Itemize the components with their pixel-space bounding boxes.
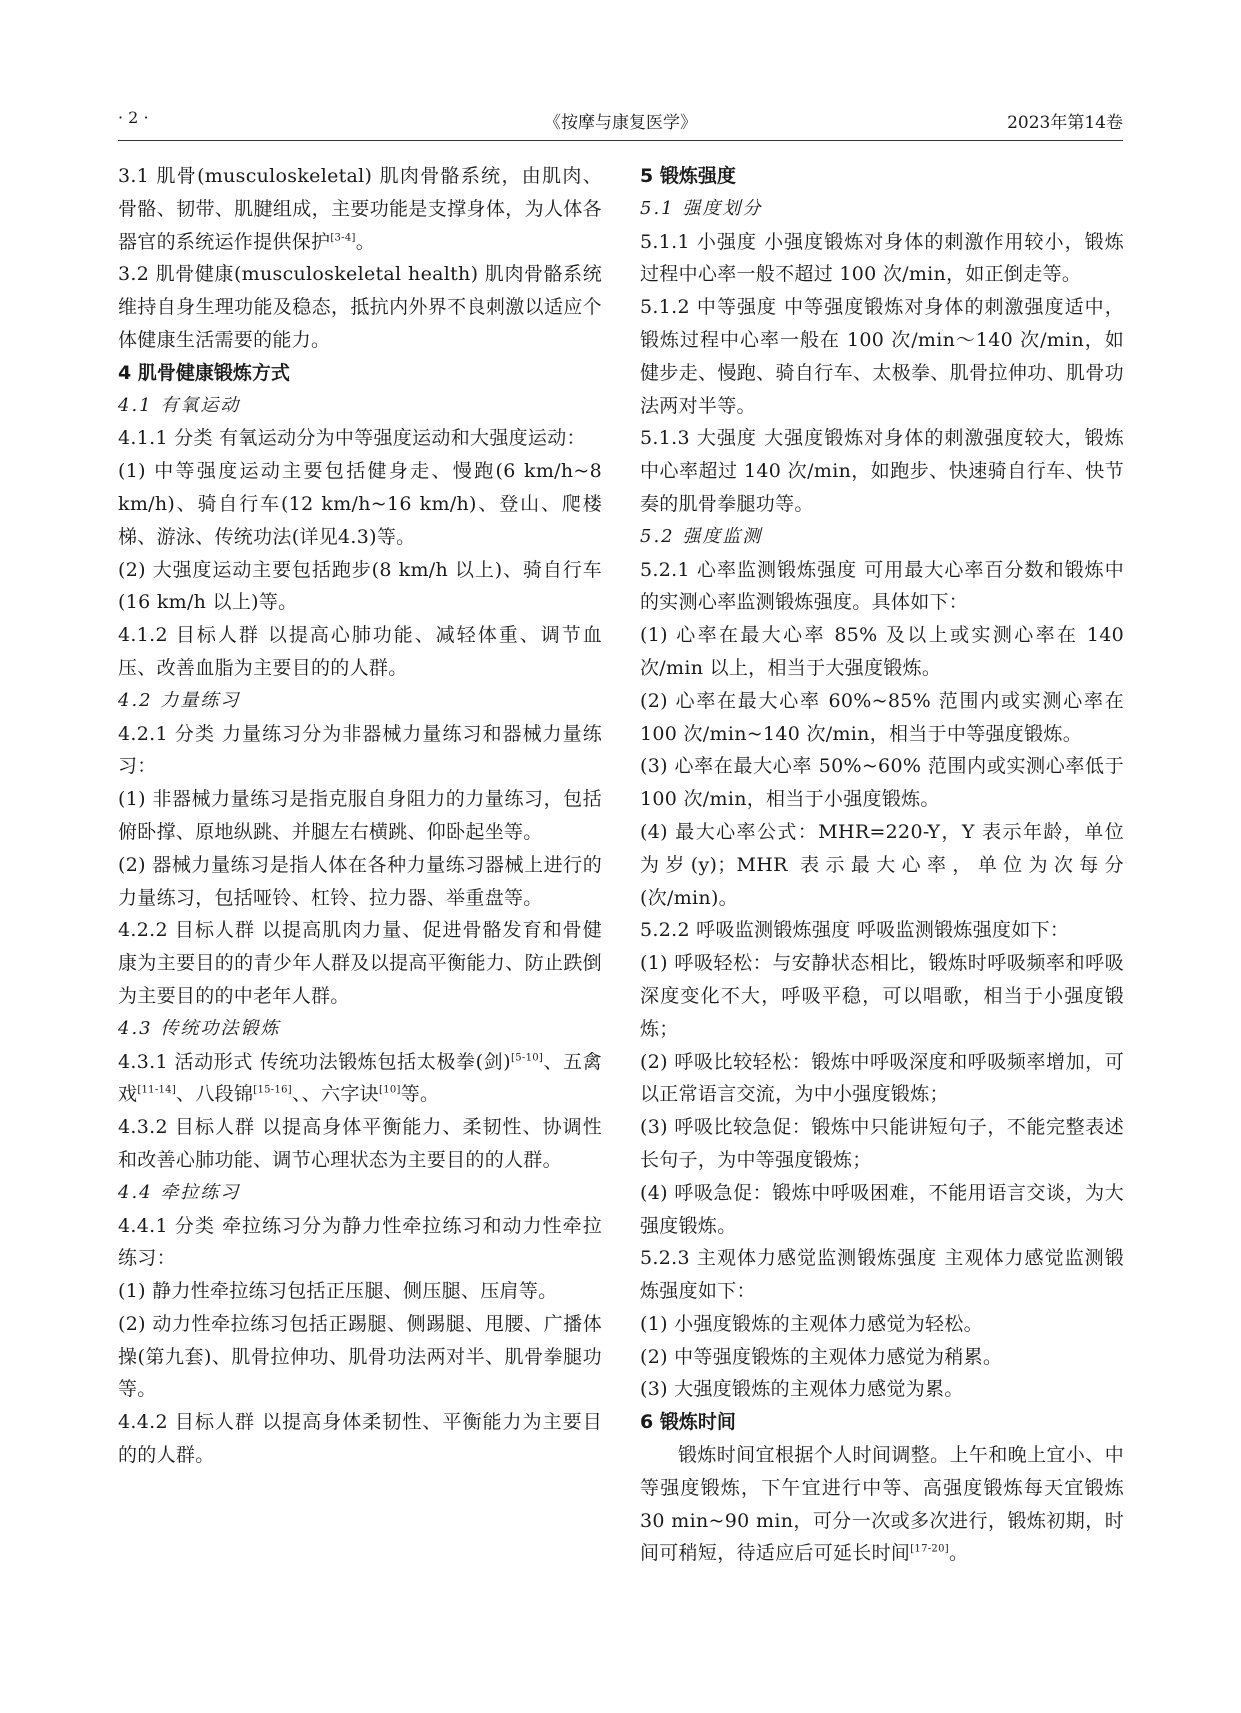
paragraph	[118, 783, 602, 849]
paragraph	[640, 422, 1124, 520]
text-run: 4.4.1 分类 牵拉练习分为静力性牵拉练习和动力性牵拉练习：	[118, 1214, 602, 1270]
text-run: 、、六字诀	[291, 1083, 379, 1106]
paragraph	[118, 1210, 602, 1276]
paragraph	[118, 554, 602, 620]
text-run: (1) 静力性牵拉练习包括正压腿、侧压腿、压肩等。	[118, 1280, 558, 1303]
paragraph	[640, 1111, 1124, 1177]
text-run: (2) 大强度运动主要包括跑步(8 km/h 以上)、骑自行车(16 km/h 以上)等。	[118, 558, 602, 614]
text-run: 5.1.3 大强度 大强度锻炼对身体的刺激强度较大，锻炼中心率超过 140 次/min，如跑步、快速骑自行车、快节奏的肌骨拳腿功等。	[640, 427, 1124, 515]
text-run: 4.3.1 活动形式 传统功法锻炼包括太极拳(剑)	[118, 1050, 512, 1073]
issue-label: 2023年第14卷	[1007, 113, 1123, 133]
section-heading	[640, 160, 1124, 193]
paragraph	[640, 816, 1124, 914]
paragraph	[640, 619, 1124, 685]
paragraph	[640, 1308, 1124, 1341]
citation-ref: [11-14]	[137, 1084, 177, 1096]
paragraph	[640, 1373, 1124, 1406]
text-run: (1) 呼吸轻松：与安静状态相比，锻炼时呼吸频率和呼吸深度变化不大，呼吸平稳，可以唱歌，相当于小强度锻炼；	[640, 952, 1124, 1040]
paragraph	[640, 1341, 1124, 1374]
text-run: 4.1 有氧运动	[118, 394, 241, 416]
text-run: 4 肌骨健康锻炼方式	[118, 361, 290, 384]
text-run: 4.3 传统功法锻炼	[118, 1017, 281, 1039]
paragraph	[118, 718, 602, 784]
text-run: 4.2 力量练习	[118, 689, 241, 711]
subsection-heading	[640, 193, 1124, 226]
paragraph	[640, 914, 1124, 947]
subsection-heading	[640, 521, 1124, 554]
text-run: (4) 最大心率公式：MHR=220-Y，Y 表示年龄，单位为岁(y)；MHR 表示最大心率，单位为次每分(次/min)。	[640, 820, 1124, 909]
subsection-heading	[118, 1013, 602, 1046]
subsection-heading	[118, 685, 602, 718]
text-run: (3) 大强度锻炼的主观体力感觉为累。	[640, 1378, 964, 1401]
paragraph	[640, 1046, 1124, 1112]
text-run: 5 锻炼强度	[640, 165, 736, 187]
paragraph	[118, 1275, 602, 1308]
text-run: (2) 动力性牵拉练习包括正踢腿、侧踢腿、甩腰、广播体操(第九套)、肌骨拉伸功、肌骨功法两对半、肌骨拳腿功等。	[118, 1312, 602, 1401]
text-run: (1) 非器械力量练习是指克服自身阻力的力量练习，包括俯卧撑、原地纵跳、并腿左右横跳、仰卧起坐等。	[118, 788, 602, 843]
text-run: 、八段锦	[176, 1083, 254, 1106]
text-run: 4.2.2 目标人群 以提高肌肉力量、促进骨骼发育和骨健康为主要目的的青少年人群及以提高平衡能力、防止跌倒为主要目的的中老年人群。	[118, 919, 602, 1007]
text-run: (1) 心率在最大心率 85% 及以上或实测心率在 140 次/min 以上，相当于大强度锻炼。	[640, 624, 1124, 679]
left-column	[118, 160, 602, 1472]
paragraph	[118, 258, 602, 356]
text-run: 、五禽戏	[118, 1050, 603, 1106]
paragraph	[118, 619, 602, 685]
text-run: 锻炼时间宜根据个人时间调整。上午和晚上宜小、中等强度锻炼，下午宜进行中等、高强度锻炼每天宜锻炼 30 min~90 min，可分一次或多次进行，锻炼初期，时间可稍短，待适应后可延长时间	[640, 1444, 1124, 1565]
text-run: 5.2.2 呼吸监测锻炼强度 呼吸监测锻炼强度如下：	[640, 919, 1070, 942]
paragraph	[640, 750, 1124, 816]
paragraph	[118, 1308, 602, 1406]
text-run: (1) 中等强度运动主要包括健身走、慢跑(6 km/h~8 km/h)、骑自行车(12 km/h~16 km/h)、登山、爬楼梯、游泳、传统功法(详见4.3)等。	[118, 460, 602, 548]
paragraph	[118, 1111, 602, 1177]
paragraph	[640, 291, 1124, 422]
text-run: 。	[355, 230, 376, 253]
text-run: (2) 心率在最大心率 60%~85% 范围内或实测心率在 100 次/min~140 次/min，相当于中等强度锻炼。	[640, 689, 1124, 745]
page-number: · 2 ·	[118, 108, 149, 127]
paragraph	[118, 455, 602, 553]
paragraph	[118, 1406, 602, 1472]
paragraph	[118, 1046, 602, 1112]
citation-ref: [10]	[379, 1084, 401, 1096]
paragraph	[640, 1242, 1124, 1308]
section-heading	[640, 1406, 1124, 1439]
text-run: (3) 呼吸比较急促：锻炼中只能讲短句子，不能完整表述长句子，为中等强度锻炼；	[640, 1116, 1124, 1171]
paragraph	[118, 914, 602, 1012]
text-run: 3.1 肌骨(musculoskeletal) 肌肉骨骼系统，由肌肉、骨骼、韧带、肌腱组成，主要功能是支撑身体，为人体各器官的系统运作提供保护	[118, 165, 602, 253]
right-column	[640, 160, 1124, 1570]
citation-ref: [5-10]	[511, 1052, 544, 1064]
text-run: (1) 小强度锻炼的主观体力感觉为轻松。	[640, 1312, 983, 1335]
text-run: 5.1.1 小强度 小强度锻炼对身体的刺激作用较小，锻炼过程中心率一般不超过 100 次/min，如正倒走等。	[640, 230, 1124, 286]
paragraph	[640, 226, 1124, 292]
text-run: 4.4 牵拉练习	[118, 1181, 241, 1203]
citation-ref: [15-16]	[253, 1084, 292, 1096]
page-header	[118, 108, 1123, 136]
text-run: 5.2 强度监测	[640, 525, 763, 547]
section-heading	[118, 357, 602, 390]
text-run: 。	[948, 1542, 969, 1565]
text-run: (4) 呼吸急促：锻炼中呼吸困难，不能用语言交谈，为大强度锻炼。	[640, 1181, 1124, 1237]
text-run: 5.1 强度划分	[640, 197, 763, 219]
text-run: (2) 器械力量练习是指人体在各种力量练习器械上进行的力量练习，包括哑铃、杠铃、拉力器、举重盘等。	[118, 853, 602, 909]
paragraph	[640, 1177, 1124, 1243]
text-run: (3) 心率在最大心率 50%~60% 范围内或实测心率低于 100 次/min，相当于小强度锻炼。	[640, 755, 1124, 811]
journal-title: 《按摩与康复医学》	[544, 113, 697, 133]
text-run: 6 锻炼时间	[640, 1411, 736, 1434]
header-rule	[118, 140, 1123, 141]
paragraph	[640, 685, 1124, 751]
paragraph	[640, 1439, 1124, 1570]
paragraph	[640, 554, 1124, 620]
text-run: 5.1.2 中等强度 中等强度锻炼对身体的刺激强度适中，锻炼过程中心率一般在 100 次/min～140 次/min，如健步走、慢跑、骑自行车、太极拳、肌骨拉伸功、肌骨功法两对半等。	[640, 296, 1124, 417]
paragraph	[118, 160, 602, 258]
text-run: 5.2.1 心率监测锻炼强度 可用最大心率百分数和锻炼中的实测心率监测锻炼强度。具体如下：	[640, 558, 1124, 614]
text-run: (2) 呼吸比较轻松：锻炼中呼吸深度和呼吸频率增加，可以正常语言交流，为中小强度锻炼；	[640, 1050, 1124, 1106]
citation-ref: [17-20]	[910, 1544, 949, 1556]
paragraph	[640, 947, 1124, 1045]
paragraph	[118, 422, 602, 455]
text-run: 3.2 肌骨健康(musculoskeletal health) 肌肉骨骼系统维持自身生理功能及稳态，抵抗内外界不良刺激以适应个体健康生活需要的能力。	[118, 263, 602, 351]
subsection-heading	[118, 1177, 602, 1210]
subsection-heading	[118, 390, 602, 423]
text-run: 5.2.3 主观体力感觉监测锻炼强度 主观体力感觉监测锻炼强度如下：	[640, 1247, 1124, 1303]
text-run: 4.1.2 目标人群 以提高心肺功能、减轻体重、调节血压、改善血脂为主要目的的人群。	[118, 624, 602, 679]
text-run: 4.1.1 分类 有氧运动分为中等强度运动和大强度运动：	[118, 427, 586, 450]
text-run: 4.2.1 分类 力量练习分为非器械力量练习和器械力量练习：	[118, 722, 602, 778]
text-run: 4.4.2 目标人群 以提高身体柔韧性、平衡能力为主要目的的人群。	[118, 1411, 602, 1467]
citation-ref: [3-4]	[330, 232, 356, 244]
paragraph	[118, 849, 602, 915]
text-run: 等。	[400, 1083, 440, 1106]
text-run: (2) 中等强度锻炼的主观体力感觉为稍累。	[640, 1345, 1003, 1368]
text-run: 4.3.2 目标人群 以提高身体平衡能力、柔韧性、协调性和改善心肺功能、调节心理状态为主要目的的人群。	[118, 1116, 602, 1171]
